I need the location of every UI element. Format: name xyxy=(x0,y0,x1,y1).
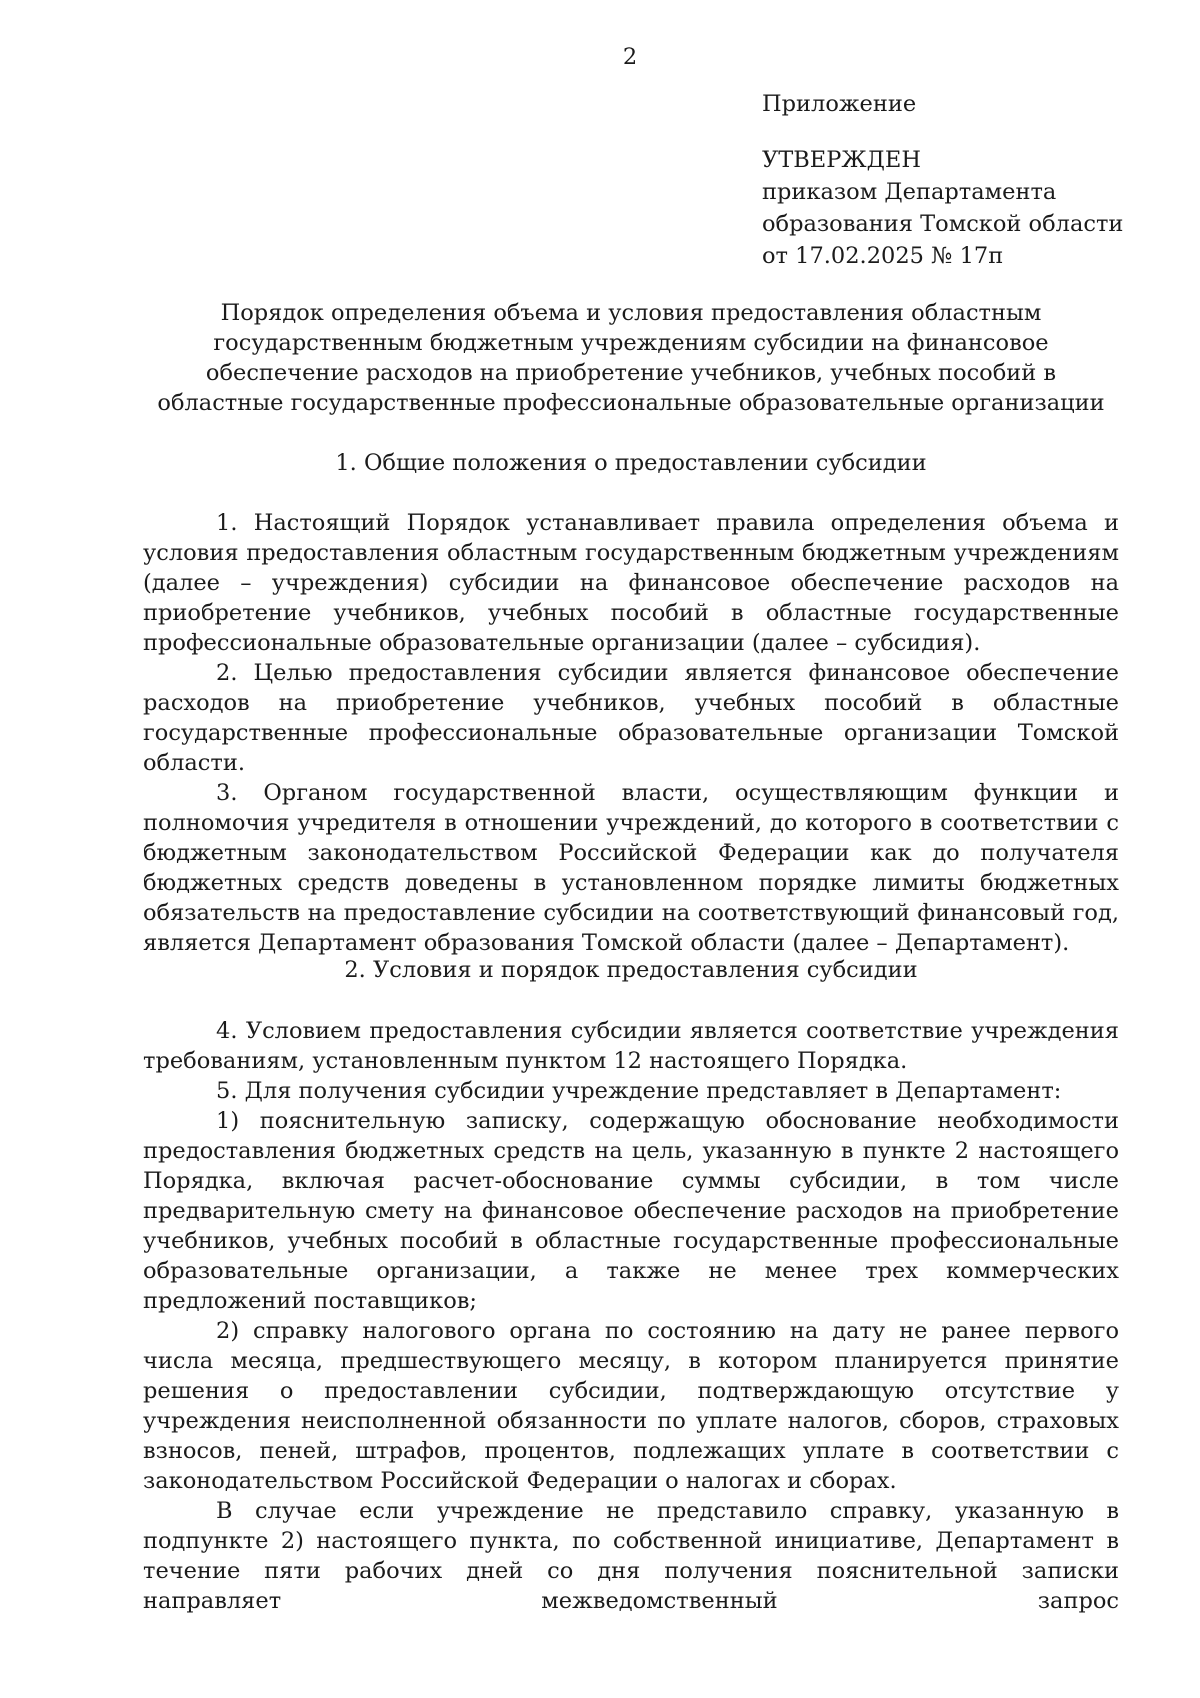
paragraph-5: 5. Для получения субсидии учреждение представляет в Департамент: xyxy=(216,1078,1062,1104)
document-title: Порядок определения объема и условия предоставления областным государственным бюджетным учреждениям субсидии на финансовое обеспечение расходов на приобретение учебников, учебных пособий в областные государственные профессиональные образовательные организации xyxy=(157,300,1105,416)
paragraph-4: 4. Условием предоставления субсидии является соответствие учреждения требованиям, установленным пунктом 12 настоящего Порядка. xyxy=(143,1018,1119,1074)
approval-line-1: приказом Департамента xyxy=(762,179,1057,205)
approval-line-3: от 17.02.2025 № 17п xyxy=(762,243,1004,269)
approval-line-2: образования Томской области xyxy=(762,211,1124,237)
section-2-heading: 2. Условия и порядок предоставления субсидии xyxy=(344,957,918,983)
appendix-label: Приложение xyxy=(762,91,917,117)
section-2-body xyxy=(143,1016,1119,1616)
paragraph-2: 2. Целью предоставления субсидии является финансовое обеспечение расходов на приобретение учебников, учебных пособий в областные государственные профессиональные образовательные организации Томской области. xyxy=(143,660,1119,776)
section-1-heading: 1. Общие положения о предоставлении субсидии xyxy=(335,450,927,476)
paragraph-continuation: В случае если учреждение не представило справку, указанную в подпункте 2) настоящего пункта, по собственной инициативе, Департамент в течение пяти рабочих дней со дня получения пояснительной записки направляет межведомственный запрос xyxy=(143,1498,1119,1614)
subitem-1: 1) пояснительную записку, содержащую обоснование необходимости предоставления бюджетных средств на цель, указанную в пункте 2 настоящего Порядка, включая расчет-обоснование суммы субсидии, в том числе предварительную смету на финансовое обеспечение расходов на приобретение учебников, учебных пособий в областные государственные профессиональные образовательные организации, а также не менее трех коммерческих предложений поставщиков; xyxy=(143,1108,1119,1314)
page-number: 2 xyxy=(622,44,638,70)
subitem-2: 2) справку налогового органа по состоянию на дату не ранее первого числа месяца, предшествующего месяцу, в котором планируется принятие решения о предоставлении субсидии, подтверждающую отсутствие у учреждения неисполненной обязанности по уплате налогов, сборов, страховых взносов, пеней, штрафов, процентов, подлежащих уплате в соответствии с законодательством Российской Федерации о налогах и сборах. xyxy=(143,1318,1119,1494)
approval-stamp xyxy=(762,88,1123,272)
section-1-body xyxy=(143,508,1119,958)
paragraph-1: 1. Настоящий Порядок устанавливает правила определения объема и условия предоставления областным государственным бюджетным учреждениям (далее – учреждения) субсидии на финансовое обеспечение расходов на приобретение учебников, учебных пособий в областные государственные профессиональные образовательные организации (далее – субсидия). xyxy=(143,510,1119,656)
approved-label: УТВЕРЖДЕН xyxy=(762,147,921,173)
paragraph-3: 3. Органом государственной власти, осуществляющим функции и полномочия учредителя в отношении учреждений, до которого в соответствии с бюджетным законодательством Российской Федерации как до получателя бюджетных средств доведены в установленном порядке лимиты бюджетных обязательств на предоставление субсидии на соответствующий финансовый год, является Департамент образования Томской области (далее – Департамент). xyxy=(143,780,1119,956)
